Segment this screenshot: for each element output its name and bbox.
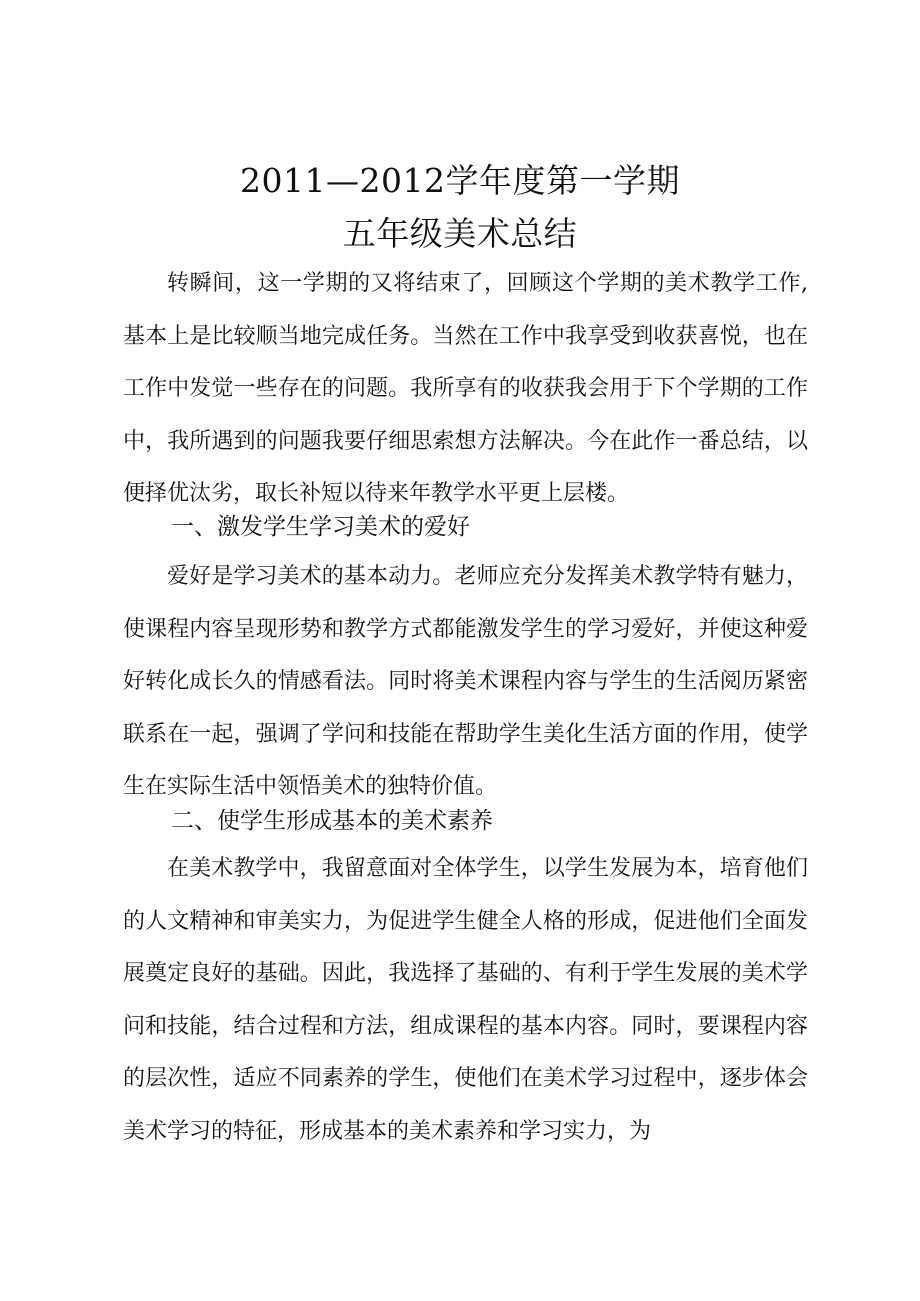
intro-paragraph: 转瞬间，这一学期的又将结束了，回顾这个学期的美术教学工作,基本上是比较顺当地完成任务。当然在工作中我享受到收获喜悦，也在工作中发觉一些存在的问题。我所享有的收获我会用于下个学期的工作中，我所遇到的问题我要仔细思索想方法解决。今在此作一番总结，以便择优汰劣，取长补短以待来年教学水平更上层楼。 [123,271,808,506]
document-title-line-2: 五年级美术总结 [342,214,578,253]
section-body-1: 爱好是学习美术的基本动力。老师应充分发挥美术教学特有魅力，使课程内容呈现形势和教学方式都能激发学生的学习爱好，并使这种爱好转化成长久的情感看法。同时将美术课程内容与学生的生活阅历紧密联系在一起，强调了学问和技能在帮助学生美化生活方面的作用，使学生在实际生活中领悟美术的独特价值。 [123,564,808,799]
section-heading-1: 一、激发学生学习美术的爱好 [171,514,470,540]
document-title-line-1: 2011—2012学年度第一学期 [240,161,680,200]
section-body-2: 在美术教学中，我留意面对全体学生，以学生发展为本，培育他们的人文精神和审美实力，为促进学生健全人格的形成，促进他们全面发展奠定良好的基础。因此，我选择了基础的、有利于学生发展的美术学问和技能，结合过程和方法，组成课程的基本内容。同时，要课程内容的层次性，适应不同素养的学生，使他们在美术学习过程中，逐步体会美术学习的特征，形成基本的美术素养和学习实力，为 [123,856,808,1144]
section-heading-2: 二、使学生形成基本的美术素养 [171,808,493,834]
